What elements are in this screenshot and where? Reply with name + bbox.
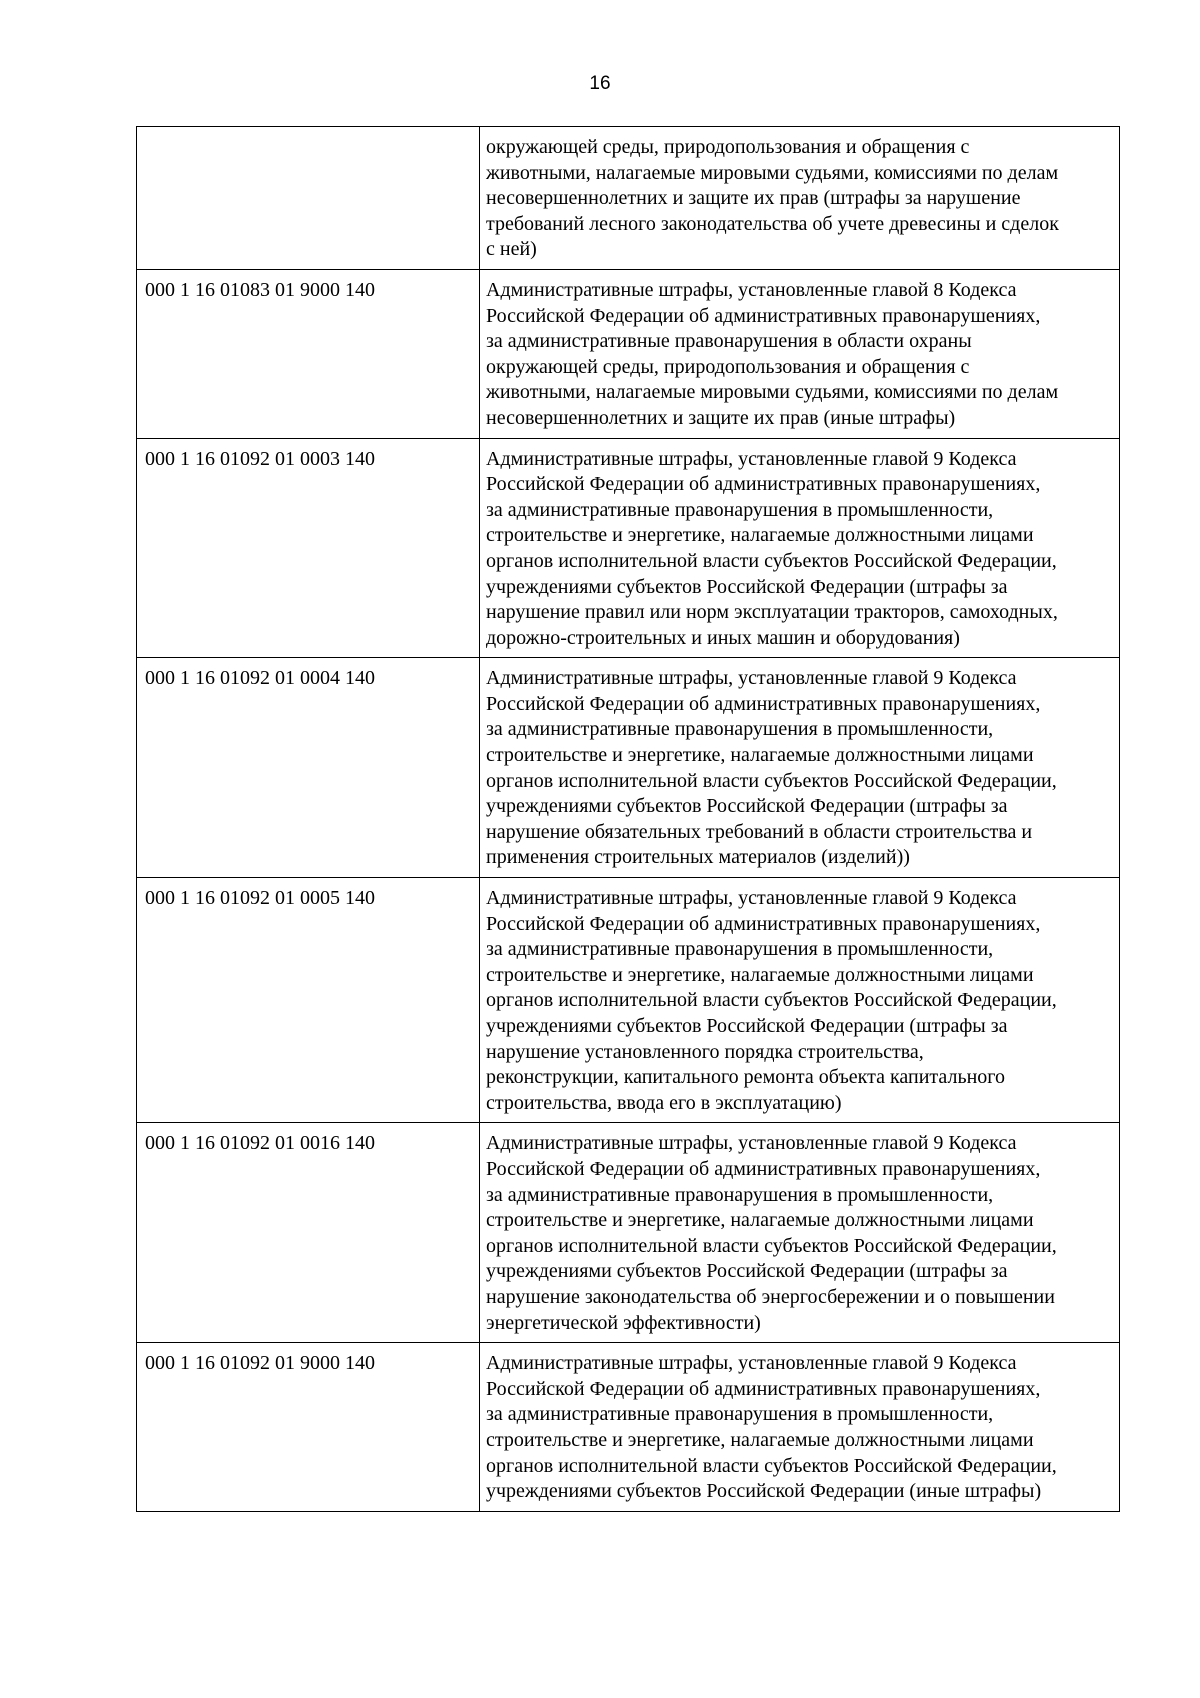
description-cell: [480, 878, 1120, 1123]
code-cell: 000 1 16 01092 01 0016 140: [137, 1123, 480, 1343]
table-row: [137, 878, 1120, 1123]
description-line: Административные штрафы, установленные главой 9 Кодекса: [486, 1352, 1017, 1375]
description-line: животными, налагаемые мировыми судьями, комиссиями по делам: [486, 161, 1059, 184]
description-line: животными, налагаемые мировыми судьями, комиссиями по делам: [486, 381, 1059, 404]
description-line: строительстве и энергетике, налагаемые должностными лицами: [486, 963, 1034, 986]
description-line: окружающей среды, природопользования и обращения с: [486, 136, 970, 158]
budget-codes-table: [136, 126, 1120, 1512]
description-line: органов исполнительной власти субъектов Российской Федерации,: [486, 1454, 1057, 1477]
table-row: [137, 269, 1120, 438]
table-row: [137, 438, 1120, 658]
description-line: Административные штрафы, установленные главой 9 Кодекса: [486, 667, 1017, 690]
description-line: учреждениями субъектов Российской Федерации (штрафы за: [486, 1260, 1008, 1283]
description-line: нарушение обязательных требований в области строительства и: [486, 820, 1033, 843]
description-line: учреждениями субъектов Российской Федерации (штрафы за: [486, 575, 1008, 598]
table-body: [137, 127, 1120, 1512]
description-line: за административные правонарушения в промышленности,: [486, 498, 994, 521]
description-line: Российской Федерации об административных правонарушениях,: [486, 692, 1041, 715]
description-line: за административные правонарушения в промышленности,: [486, 1183, 994, 1206]
description-line: строительстве и энергетике, налагаемые должностными лицами: [486, 744, 1034, 767]
description-line: органов исполнительной власти субъектов Российской Федерации,: [486, 769, 1057, 792]
description-line: Российской Федерации об административных правонарушениях,: [486, 912, 1041, 935]
description-line: органов исполнительной власти субъектов Российской Федерации,: [486, 989, 1057, 1012]
description-line: Российской Федерации об административных правонарушениях,: [486, 473, 1041, 496]
description-cell: [480, 127, 1120, 270]
description-line: учреждениями субъектов Российской Федерации (иные штрафы): [486, 1480, 1042, 1503]
table-row: [137, 127, 1120, 270]
table-row: [137, 1123, 1120, 1343]
description-line: органов исполнительной власти субъектов Российской Федерации,: [486, 549, 1057, 572]
code-cell: 000 1 16 01083 01 9000 140: [137, 269, 480, 438]
description-line: Административные штрафы, установленные главой 9 Кодекса: [486, 1132, 1017, 1155]
description-line: строительства, ввода его в эксплуатацию): [486, 1091, 842, 1114]
description-line: нарушение установленного порядка строительства,: [486, 1040, 924, 1063]
description-line: нарушение законодательства об энергосбережении и о повышении: [486, 1285, 1055, 1308]
description-line: применения строительных материалов (изделий)): [486, 846, 910, 869]
description-line: реконструкции, капитального ремонта объекта капитального: [486, 1066, 1005, 1089]
description-line: за административные правонарушения в промышленности,: [486, 938, 994, 961]
description-line: несовершеннолетних и защите их прав (штрафы за нарушение: [486, 187, 1021, 210]
description-line: Административные штрафы, установленные главой 9 Кодекса: [486, 447, 1017, 470]
description-line: требований лесного законодательства об учете древесины и сделок: [486, 212, 1059, 235]
description-cell: [480, 1123, 1120, 1343]
description-line: строительстве и энергетике, налагаемые должностными лицами: [486, 1209, 1034, 1232]
description-line: Административные штрафы, установленные главой 8 Кодекса: [486, 278, 1017, 301]
description-line: учреждениями субъектов Российской Федерации (штрафы за: [486, 795, 1008, 818]
description-cell: [480, 1343, 1120, 1512]
table-row: [137, 658, 1120, 878]
description-line: Административные штрафы, установленные главой 9 Кодекса: [486, 887, 1017, 910]
code-cell: 000 1 16 01092 01 0003 140: [137, 438, 480, 658]
description-line: несовершеннолетних и защите их прав (иные штрафы): [486, 406, 956, 429]
code-cell: 000 1 16 01092 01 0004 140: [137, 658, 480, 878]
description-line: за административные правонарушения в области охраны: [486, 330, 972, 353]
description-cell: [480, 658, 1120, 878]
description-line: Российской Федерации об административных правонарушениях,: [486, 304, 1041, 327]
description-line: нарушение правил или норм эксплуатации тракторов, самоходных,: [486, 601, 1058, 624]
description-cell: [480, 269, 1120, 438]
description-cell: [480, 438, 1120, 658]
description-line: Российской Федерации об административных правонарушениях,: [486, 1377, 1041, 1400]
description-line: строительстве и энергетике, налагаемые должностными лицами: [486, 524, 1034, 547]
code-cell: 000 1 16 01092 01 0005 140: [137, 878, 480, 1123]
description-line: учреждениями субъектов Российской Федерации (штрафы за: [486, 1015, 1008, 1037]
page-number: 16: [589, 73, 611, 94]
code-cell: 000 1 16 01092 01 9000 140: [137, 1343, 480, 1512]
code-cell: [137, 127, 480, 270]
table-row: [137, 1343, 1120, 1512]
description-line: за административные правонарушения в промышленности,: [486, 718, 994, 741]
description-line: окружающей среды, природопользования и обращения с: [486, 355, 970, 378]
description-line: энергетической эффективности): [486, 1311, 761, 1334]
description-line: Российской Федерации об административных правонарушениях,: [486, 1157, 1041, 1180]
description-line: дорожно-строительных и иных машин и оборудования): [486, 626, 960, 649]
description-line: с ней): [486, 238, 537, 261]
description-line: строительстве и энергетике, налагаемые должностными лицами: [486, 1428, 1034, 1451]
description-line: за административные правонарушения в промышленности,: [486, 1403, 994, 1426]
description-line: органов исполнительной власти субъектов Российской Федерации,: [486, 1234, 1057, 1257]
